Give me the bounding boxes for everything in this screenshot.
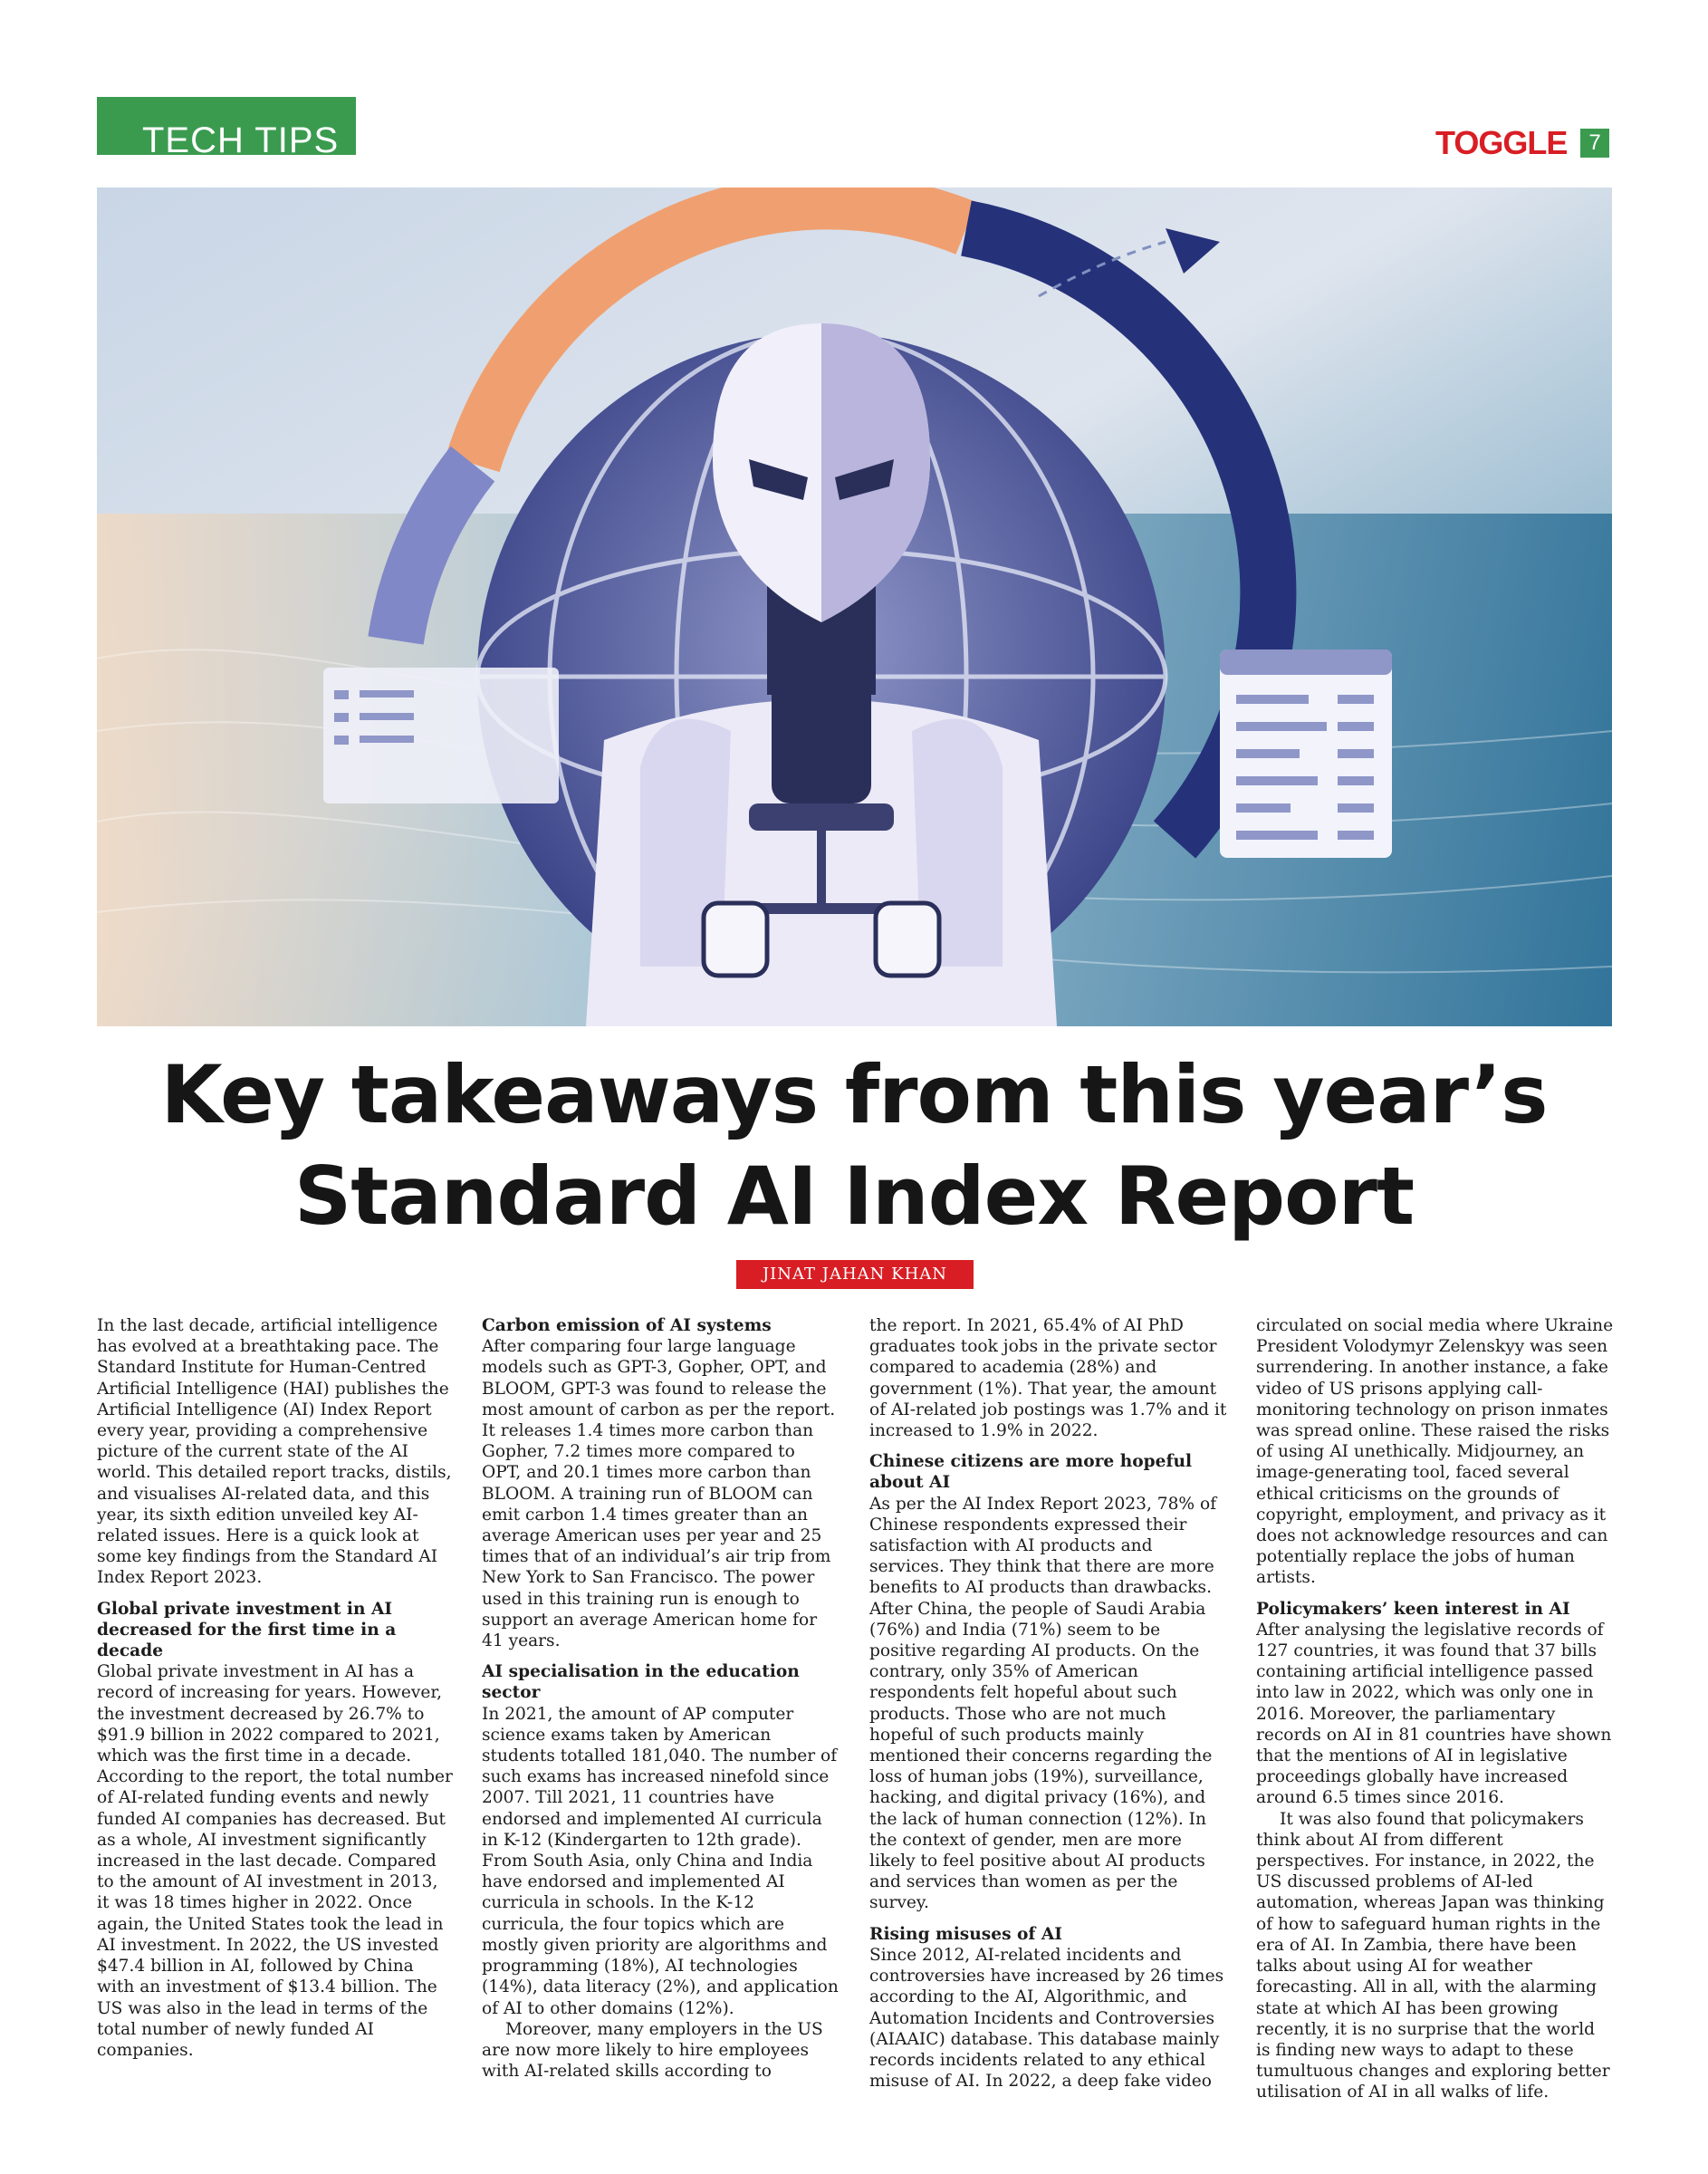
- paragraph: Since 2012, AI-related incidents and controversies have increased by 26 times according to the AI, Algorithmic, and Automation Incidents and Controversies (AIAAIC) database. This database mainly records incidents related to any ethical misuse of AI. In 2022, a deep fake video: [869, 1945, 1224, 2092]
- section-label: TECH TIPS: [142, 120, 340, 155]
- subheading: Policymakers’ keen interest in AI: [1256, 1599, 1570, 1619]
- paragraph: In the last decade, artificial intelligence has evolved at a breathtaking pace. The Standard Institute for Human-Centred Artificial Intelligence (HAI) publishes the Artificial Intelligence (AI) Index Report every year, providing a comprehensive picture of the current state of the AI world. This detailed report tracks, distils, and visualises AI-related data, and this year, its sixth edition unveiled key AI-related issues. Here is a quick look at some key findings from the Standard AI Index Report 2023.: [97, 1316, 452, 1588]
- section-tab: [97, 97, 356, 155]
- subheading: Global private investment in AI decreased for the first time in a decade: [97, 1599, 397, 1661]
- paragraph: It was also found that policymakers think about AI from different perspectives. For instance, in 2022, the US discussed problems of AI-led automation, whereas Japan was thinking of how to safeguard human rights in the era of AI. In Zambia, there have been talks about using AI for weather forecasting. All in all, with the alarming state at which AI has been growing recently, it is no surprise that the world is finding new ways to adapt to these tumultuous changes and exploring better utilisation of AI in all walks of life.: [1256, 1809, 1610, 2102]
- article-column-4: [1256, 1315, 1614, 2131]
- paragraph: In 2021, the amount of AP computer science exams taken by American students totalled 181,040. The number of such exams has increased ninefold since 2007. Till 2021, 11 countries have endorsed and implemented AI curricula in K-12 (Kindergarten to 12th grade). From South Asia, only China and India have endorsed and implemented AI curricula in schools. In the K-12 curricula, the four topics which are mostly given priority are algorithms and programming (18%), AI technologies (14%), data literacy (2%), and application of AI to other domains (12%).: [482, 1704, 839, 2018]
- brand-logo: TOGGLE: [1435, 124, 1568, 161]
- page-number: 7: [1580, 129, 1609, 158]
- headline-line-1: Key takeaways from this year’s: [160, 1048, 1548, 1141]
- article-column-2: [482, 1315, 840, 2131]
- hero-illustration: [97, 188, 1612, 1026]
- headline-line-2: Standard AI Index Report: [293, 1150, 1415, 1243]
- browser-window-card: [1220, 649, 1392, 858]
- article-column-1: [97, 1315, 455, 2131]
- subheading: Chinese citizens are more hopeful about AI: [869, 1452, 1193, 1493]
- paragraph: After analysing the legislative records of 127 countries, it was found that 37 bills containing artificial intelligence passed into law in 2022, which was only one in 2016. Moreover, the parliamentary records on AI in 81 countries have shown that the mentions of AI in legislative proceedings globally have increased around 6.5 times since 2016.: [1256, 1620, 1612, 1808]
- byline: JINAT JAHAN KHAN: [736, 1260, 974, 1289]
- subheading: Rising misuses of AI: [869, 1924, 1063, 1944]
- subheading: Carbon emission of AI systems: [482, 1316, 772, 1335]
- paragraph: Moreover, many employers in the US are now more likely to hire employees with AI-related skills according to: [482, 2019, 823, 2082]
- headline: [91, 1044, 1617, 1247]
- paragraph: After comparing four large language models such as GPT-3, Gopher, OPT, and BLOOM, GPT-3 was found to release the most amount of carbon as per the report. It releases 1.4 times more carbon than Gopher, 7.2 times more compared to OPT, and 20.1 times more carbon than BLOOM. A training run of BLOOM can emit carbon 1.4 times greater than an average American uses per year and 25 times that of an individual’s air trip from New York to San Francisco. The power used in this training run is enough to support an average American home for 41 years.: [482, 1337, 836, 1651]
- subheading: AI specialisation in the education sector: [482, 1662, 800, 1703]
- article-column-3: [869, 1315, 1227, 2131]
- paragraph: Global private investment in AI has a record of increasing for years. However, the investment decreased by 26.7% to $91.9 billion in 2022 compared to 2021, which was the first time in a decade. According to the report, the total number of AI-related funding events and newly funded AI companies has decreased. But as a whole, AI investment significantly increased in the last decade. Compared to the amount of AI investment in 2013, it was 18 times higher in 2022. Once again, the United States took the lead in AI investment. In 2022, the US invested $47.4 billion in AI, followed by China with an investment of $13.4 billion. The US was also in the lead in terms of the total number of newly funded AI companies.: [97, 1662, 453, 2060]
- paragraph: circulated on social media where Ukraine President Volodymyr Zelenskyy was seen surrendering. In another instance, a fake video of US prisons applying call-monitoring technology on prison inmates was spread online. These raised the risks of using AI unethically. Midjourney, an image-generating tool, faced several ethical criticisms on the grounds of copyright, employment, and privacy as it does not acknowledge resources and can potentially replace the jobs of human artists.: [1256, 1316, 1614, 1588]
- paragraph: the report. In 2021, 65.4% of AI PhD graduates took jobs in the private sector compared to academia (28%) and government (1%). That year, the amount of AI-related job postings was 1.7% and it increased to 1.9% in 2022.: [869, 1316, 1227, 1441]
- paragraph: As per the AI Index Report 2023, 78% of Chinese respondents expressed their satisfaction with AI products and services. They think that there are more benefits to AI products than drawbacks. After China, the people of Saudi Arabia (76%) and India (71%) seem to be positive regarding AI products. On the contrary, only 35% of American respondents felt hopeful about such products. Those who are not much hopeful of such products mainly mentioned their concerns regarding the loss of human jobs (19%), surveillance, hacking, and digital privacy (16%), and the lack of human connection (12%). In the context of gender, men are more likely to feel positive about AI products and services than women as per the survey.: [869, 1494, 1217, 1913]
